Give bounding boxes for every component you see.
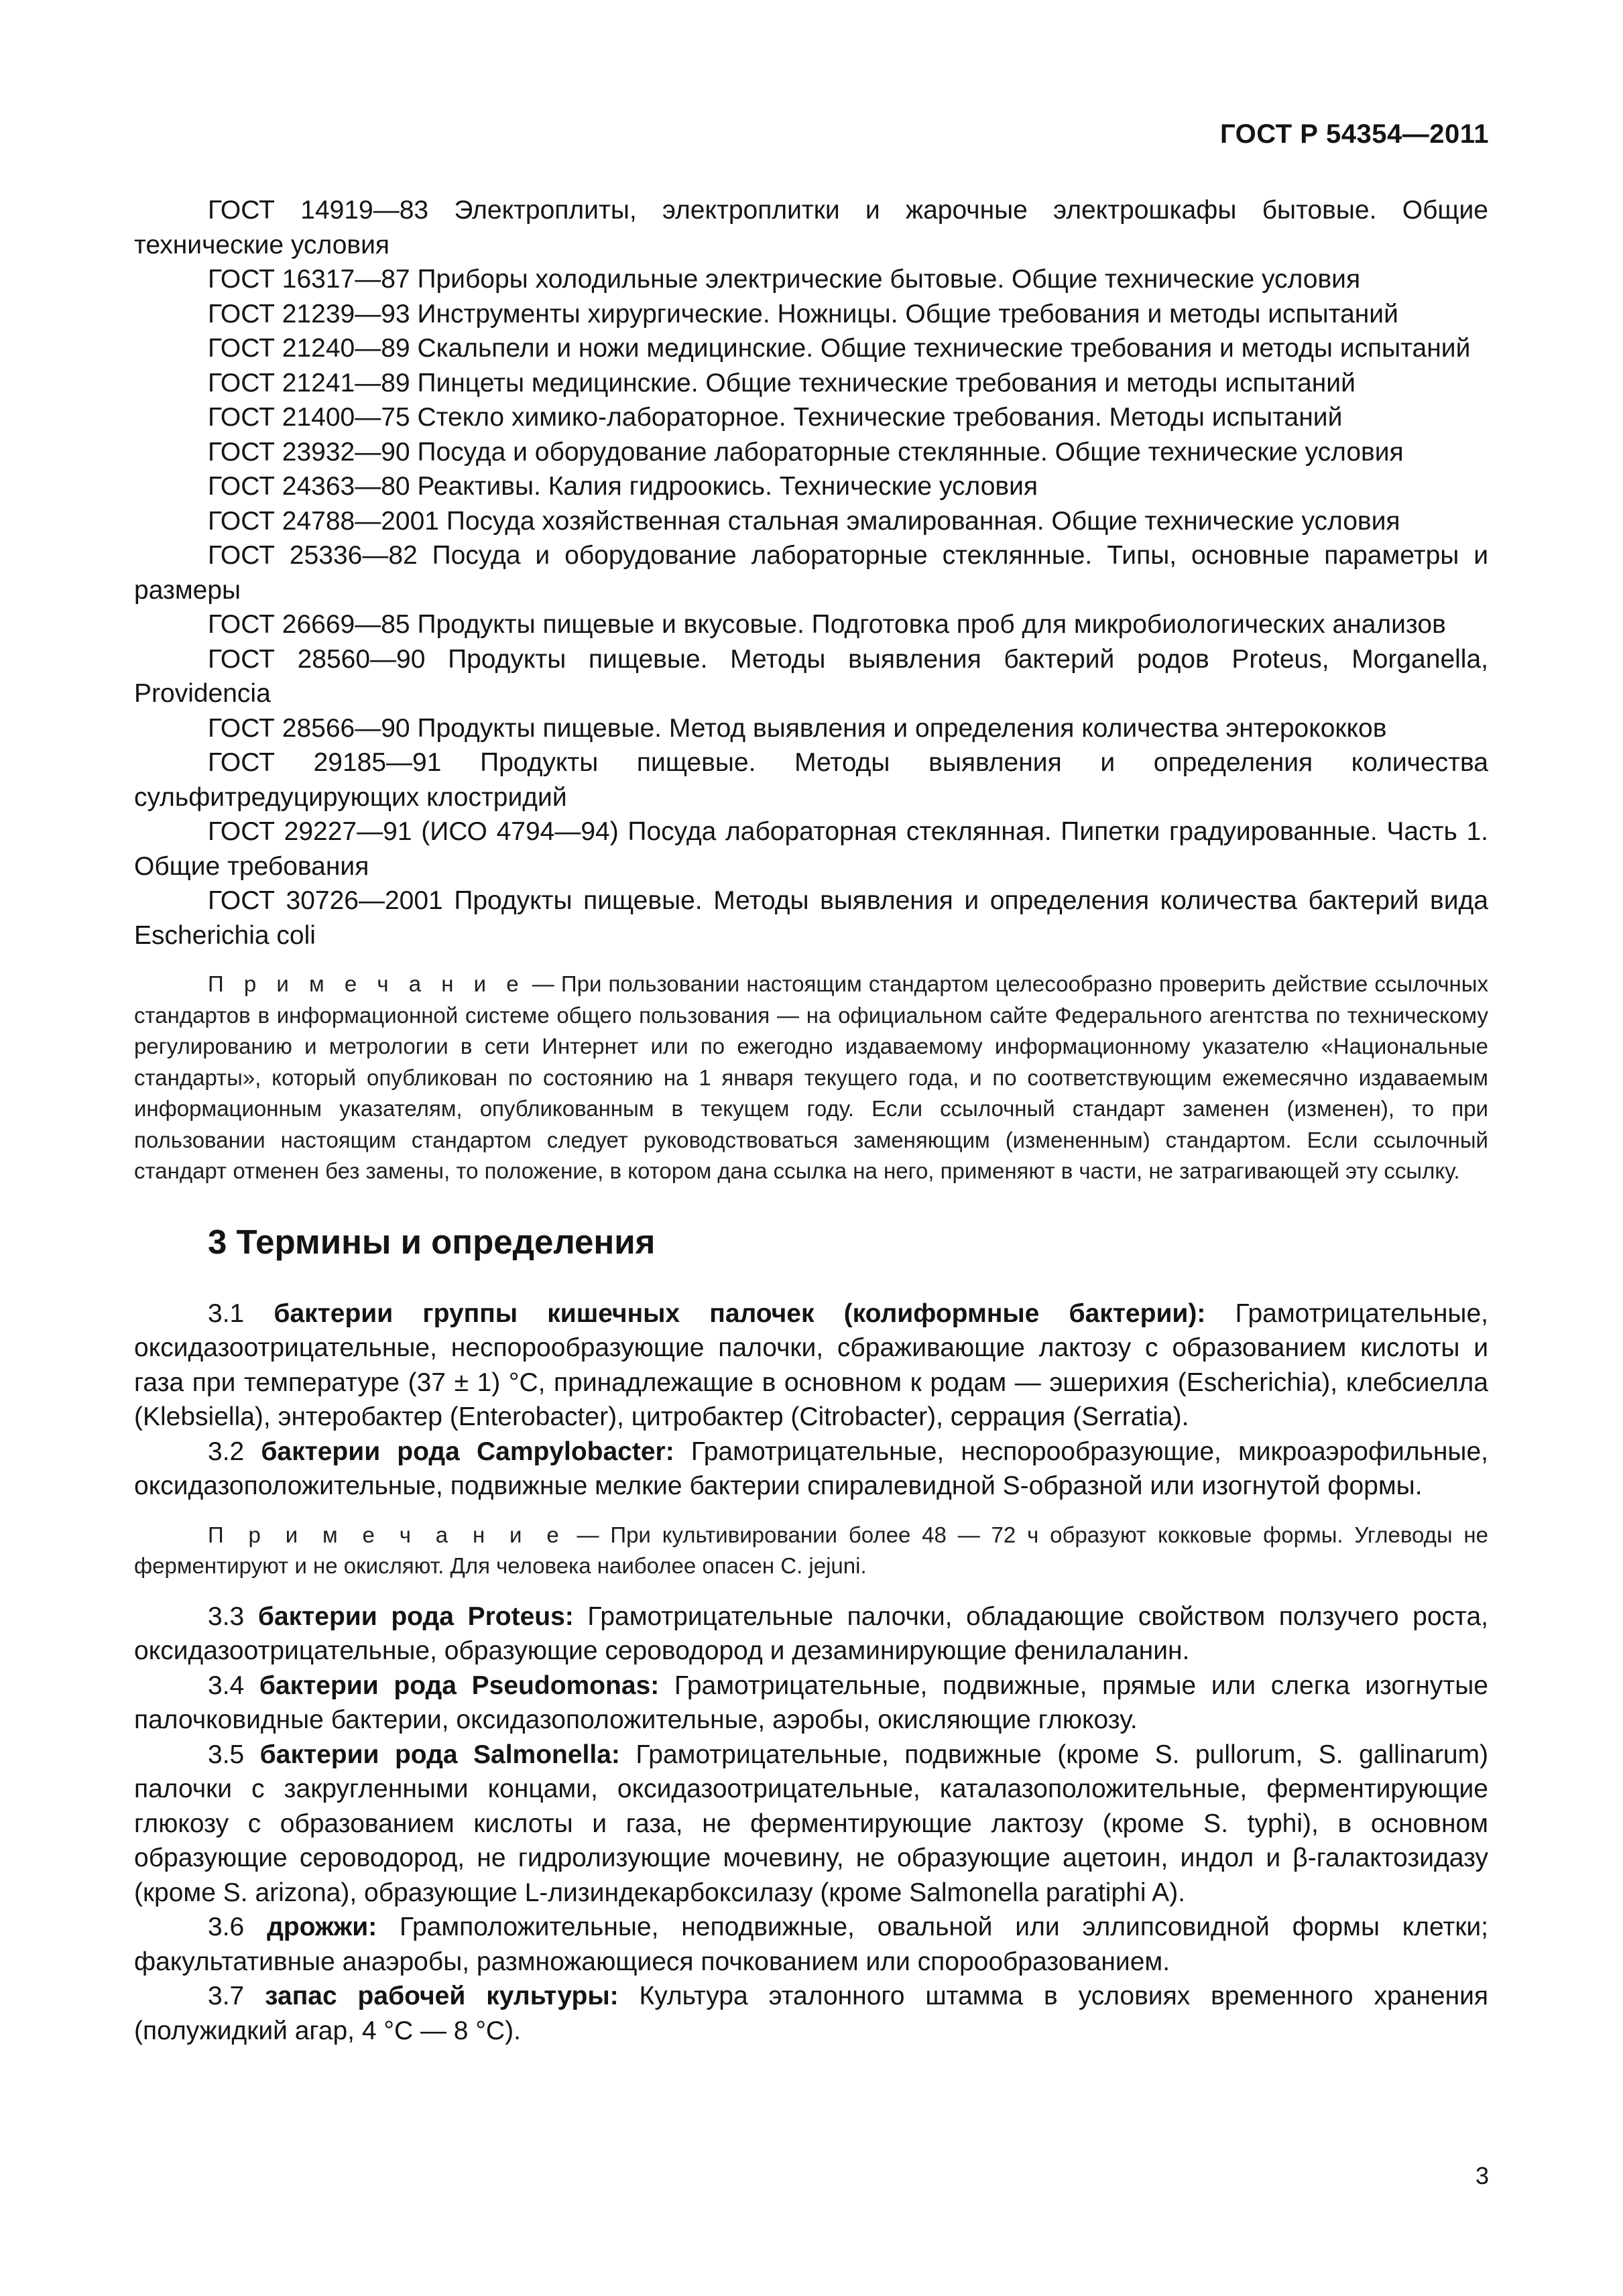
term-definition: Грамотрицательные, неспорообразующие, микроаэрофильные, оксидазоположительные, подвижные мелкие бактерии спиралевидной S-образной или изогнутой формы. [134, 1437, 1488, 1500]
term-3-3 [134, 1599, 1488, 1669]
reference-item: ГОСТ 21239—93 Инструменты хирургические. Ножницы. Общие требования и методы испытаний [208, 299, 1398, 328]
term-name: бактерии рода Campylobacter: [261, 1437, 674, 1466]
note-text: — При культивировании более 48 — 72 ч образуют кокковые формы. Углеводы не ферментируют и не окисляют. Для человека наиболее опасен C. jejuni. [134, 1522, 1488, 1578]
term-definition: Грамположительные, неподвижные, овальной или эллипсовидной формы клетки; факультативные анаэробы, размножающиеся почкованием или спорообразованием. [134, 1913, 1489, 1976]
term-name: бактерии рода Salmonella: [259, 1740, 620, 1769]
term-definition: Культура эталонного штамма в условиях временного хранения (полужидкий агар, 4 °С — 8 °С). [134, 1982, 1489, 2045]
term-number: 3.2 [208, 1437, 261, 1466]
reference-item: ГОСТ 23932—90 Посуда и оборудование лабораторные стеклянные. Общие технические условия [208, 437, 1404, 467]
term-3-4 [134, 1669, 1488, 1738]
reference-item: ГОСТ 26669—85 Продукты пищевые и вкусовые. Подготовка проб для микробиологических анализов [208, 610, 1446, 639]
reference-item: ГОСТ 16317—87 Приборы холодильные электрические бытовые. Общие технические условия [208, 265, 1361, 294]
term-definition: Грамотрицательные, оксидазоотрицательные, неспорообразующие палочки, сбраживающие лактозу с образованием кислоты и газа при температуре (37 ± 1) °С, принадлежащие в основном к родам — эшерихия (Escherichia), клебсиелла (Klebsiella), энтеробактер (Enterobacter), цитробактер (Citrobacter), серрация (Serratia). [134, 1298, 1488, 1431]
reference-item: ГОСТ 21241—89 Пинцеты медицинские. Общие технические требования и методы испытаний [208, 368, 1356, 398]
term-number: 3.7 [208, 1982, 265, 2010]
term-definition: Грамотрицательные, подвижные (кроме S. pullorum, S. gallinarum) палочки с закругленными концами, оксидазоотрицательные, каталазоположительные, ферментирующие глюкозу с образованием кислоты и газа, не ферментирующие лактозу (кроме S. typhi), в основном образующие сероводород, не гидролизующие мочевину, не образующие ацетоин, индол и β-галактозидазу (кроме S. arizona), образующие L-лизиндекарбоксилазу (кроме Salmonella paratiphi A). [134, 1740, 1488, 1907]
reference-item: ГОСТ 29185—91 Продукты пищевые. Методы выявления и определения количества сульфитредуцирующих клостридий [134, 748, 1488, 812]
term-3-2 [134, 1435, 1488, 1504]
term-number: 3.5 [208, 1740, 260, 1769]
reference-item: ГОСТ 24788—2001 Посуда хозяйственная стальная эмалированная. Общие технические условия [208, 506, 1400, 536]
reference-item: ГОСТ 21400—75 Стекло химико-лабораторное. Технические требования. Методы испытаний [208, 403, 1343, 432]
page-body [134, 193, 1488, 2048]
term-definition: Грамотрицательные палочки, обладающие свойством ползучего роста, оксидазоотрицательные, образующие сероводород и дезаминирующие фенилаланин. [134, 1602, 1488, 1665]
note-text: — При пользовании настоящим стандартом целесообразно проверить действие ссылочных стандартов в информационной системе общего пользования — на официальном сайте Федерального агентства по техническому регулированию и метрологии в сети Интернет или по ежегодно издаваемому информационному указателю «Национальные стандарты», который опубликован по состоянию на 1 января текущего года, и по соответствующим ежемесячно издаваемым информационным указателям, опубликованным в текущем году. Если ссылочный стандарт заменен (изменен), то при пользовании настоящим стандартом следует руководствоваться заменяющим (измененным) стандартом. Если ссылочный стандарт отменен без замены, то положение, в котором дана ссылка на него, применяют в части, не затрагивающей эту ссылку. [134, 971, 1488, 1183]
term-3-5 [134, 1738, 1488, 1911]
reference-item: ГОСТ 28560—90 Продукты пищевые. Методы выявления бактерий родов Proteus, Morganella, Providencia [134, 644, 1488, 708]
term-name: бактерии рода Proteus: [257, 1602, 574, 1631]
term-3-6 [134, 1910, 1488, 1979]
page-number: 3 [1475, 2162, 1489, 2189]
normative-references-list [134, 193, 1488, 953]
term-definition: Грамотрицательные, подвижные, прямые или слегка изогнутые палочковидные бактерии, оксидазоположительные, аэробы, окисляющие глюкозу. [134, 1671, 1488, 1734]
term-number: 3.1 [208, 1298, 274, 1328]
note-label: П р и м е ч а н и е [208, 1522, 566, 1547]
reference-item: ГОСТ 28566—90 Продукты пищевые. Метод выявления и определения количества энтерококков [208, 713, 1387, 743]
section-heading: 3 Термины и определения [208, 1222, 656, 1261]
term-name: дрожжи: [267, 1913, 377, 1941]
term-number: 3.3 [208, 1602, 258, 1631]
note-references [134, 969, 1488, 1187]
reference-item: ГОСТ 14919—83 Электроплиты, электроплитки и жарочные электрошкафы бытовые. Общие технические условия [134, 196, 1488, 259]
term-name: запас рабочей культуры: [265, 1982, 619, 2010]
document-code: ГОСТ Р 54354—2011 [1220, 119, 1489, 149]
note-campylobacter [134, 1520, 1488, 1582]
term-3-7 [134, 1979, 1488, 2048]
reference-item: ГОСТ 25336—82 Посуда и оборудование лабораторные стеклянные. Типы, основные параметры и размеры [134, 541, 1488, 605]
reference-item: ГОСТ 21240—89 Скальпели и ножи медицинские. Общие технические требования и методы испытаний [208, 334, 1471, 363]
reference-item: ГОСТ 24363—80 Реактивы. Калия гидроокись. Технические условия [208, 472, 1038, 501]
term-number: 3.4 [208, 1671, 259, 1700]
term-name: бактерии рода Pseudomonas: [259, 1671, 660, 1700]
reference-item: ГОСТ 30726—2001 Продукты пищевые. Методы выявления и определения количества бактерий вида Escherichia coli [134, 886, 1488, 950]
reference-item: ГОСТ 29227—91 (ИСО 4794—94) Посуда лабораторная стеклянная. Пипетки градуированные. Часть 1. Общие требования [134, 817, 1488, 881]
term-number: 3.6 [208, 1913, 267, 1941]
note-label: П р и м е ч а н и е [208, 971, 526, 996]
term-3-1 [134, 1296, 1488, 1435]
term-name: бактерии группы кишечных палочек (колиформные бактерии): [274, 1298, 1206, 1328]
